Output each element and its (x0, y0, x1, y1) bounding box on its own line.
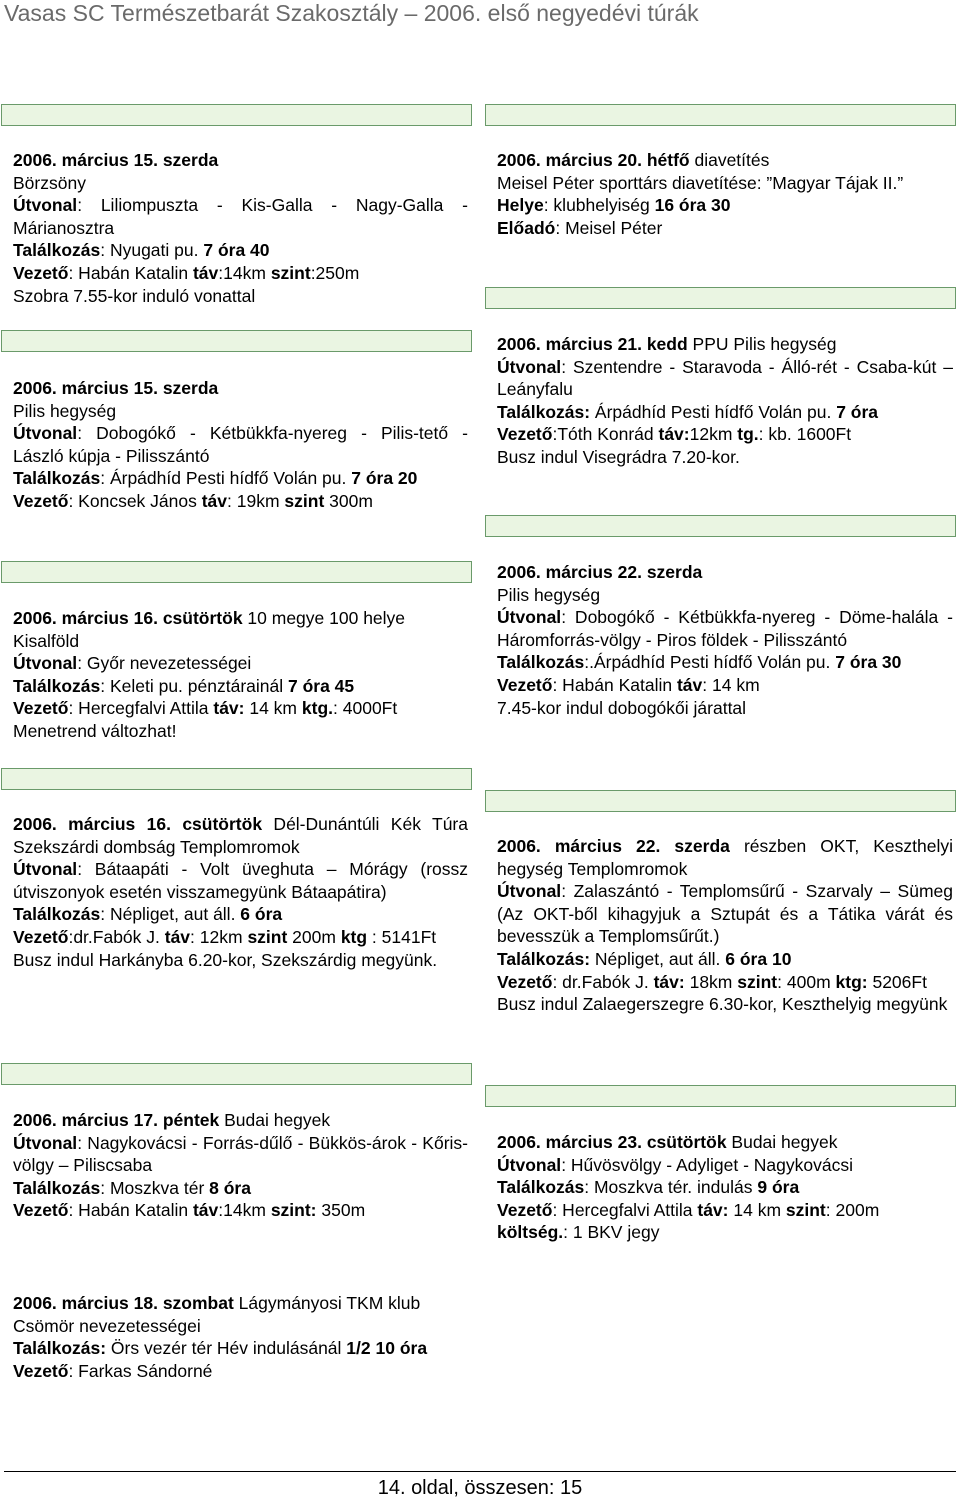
separator-bar (485, 790, 956, 812)
entry-line (13, 1199, 468, 1222)
entry-label: Vezető (497, 674, 553, 695)
entry-text: 300m (324, 490, 373, 511)
entry-text: Csömör nevezetességei (13, 1315, 201, 1336)
entry-label: Találkozás: (497, 948, 591, 969)
entry-label: táv (192, 1200, 219, 1221)
separator-bar (1, 768, 472, 790)
entry-label: Vezető (13, 262, 69, 283)
entry-line (497, 401, 953, 424)
entry-text: :dr.Fabók J. (68, 926, 165, 947)
tour-entry (13, 1109, 468, 1222)
entry-text: : Moszkva tér (100, 1177, 210, 1198)
entry-text: : 14 km (702, 674, 760, 695)
entry-text: : Nyugati pu. (100, 240, 204, 261)
entry-label: 7 óra (836, 401, 879, 422)
entry-label: 2006. március 15. szerda (13, 150, 219, 170)
entry-text: Budai hegyek (726, 1132, 838, 1152)
entry-line (497, 217, 953, 240)
entry-label: 6 óra 10 (725, 948, 792, 969)
separator-bar (485, 1085, 956, 1107)
entry-line (13, 630, 468, 653)
entry-label: táv: (697, 1199, 729, 1220)
entry-text: : Koncsek János (68, 490, 202, 511)
entry-line (497, 333, 953, 356)
entry-label: Vezető (13, 1360, 69, 1381)
entry-line (497, 948, 953, 971)
entry-text: : Habán Katalin (68, 262, 193, 283)
entry-text: : 1 BKV jegy (563, 1222, 660, 1243)
entry-text: : Nagykovácsi - Forrás-dűlő - Bükkös-árok - Kőris-völgy – Piliscsaba (13, 1132, 468, 1176)
entry-line (497, 561, 953, 584)
entry-line (13, 467, 468, 490)
entry-text: Busz indul Harkányba 6.20-kor, Szekszárdig megyünk. (13, 949, 438, 970)
entry-text: : Liliompuszta - Kis-Galla - Nagy-Galla - Márianosztra (13, 195, 468, 238)
entry-label: Útvonal (13, 423, 78, 444)
tour-entry (497, 149, 953, 239)
entry-line (13, 926, 468, 949)
entry-text: részben OKT, Keszthelyi hegység Templomromok (497, 836, 953, 879)
entry-text: Kisalföld (13, 630, 80, 651)
entry-text: Börzsöny (13, 172, 86, 193)
entry-line (497, 651, 953, 674)
entry-label: szint (284, 490, 325, 511)
entry-line (497, 971, 953, 994)
entry-label: 2006. március 20. hétfő (497, 150, 690, 170)
entry-text: : Habán Katalin (552, 674, 677, 695)
entry-line (13, 1292, 468, 1315)
entry-line (497, 606, 953, 651)
entry-text: :.Árpádhíd Pesti hídfő Volán pu. (584, 652, 836, 673)
entry-line (13, 675, 468, 698)
entry-label: ktg (340, 926, 368, 947)
entry-text: Szobra 7.55-kor induló vonattal (13, 285, 256, 306)
entry-label: ktg: (835, 971, 868, 992)
entry-label: Vezető (13, 926, 69, 947)
entry-label: Találkozás (13, 240, 101, 261)
entry-text: Busz indul Visegrádra 7.20-kor. (497, 446, 740, 467)
entry-label: 2006. március 22. szerda (497, 562, 703, 582)
entry-text: : Meisel Péter (555, 217, 663, 238)
entry-text: : 200m (825, 1199, 880, 1220)
tour-entry (13, 377, 468, 513)
entry-text: Busz indul Zalaegerszegre 6.30-kor, Keszthelyig megyünk (497, 994, 948, 1015)
entry-line (497, 446, 953, 469)
entry-text: : Népliget, aut áll. (100, 904, 241, 925)
entry-line (497, 993, 953, 1016)
entry-line (13, 239, 468, 262)
page-number: 14. oldal, összesen: 15 (377, 1477, 583, 1499)
entry-line (13, 652, 468, 675)
entry-label: Előadó (497, 217, 556, 238)
entry-text: Pilis hegység (13, 400, 117, 421)
entry-text: : 400m (777, 971, 836, 992)
entry-text: : Dobogókő - Kétbükkfa-nyereg - Döme-halála - Háromforrás-völgy - Piros földek - Pilisszántó (497, 607, 953, 650)
entry-text: 200m (287, 926, 341, 947)
entry-label: táv: (213, 698, 250, 719)
entry-line (497, 1131, 953, 1154)
entry-label: táv (192, 262, 219, 283)
entry-label: 2006. március 17. péntek (13, 1110, 220, 1130)
entry-line (13, 149, 468, 172)
separator-bar (1, 1063, 472, 1085)
entry-text: :14km (218, 262, 271, 283)
entry-text: 18km (684, 971, 738, 992)
entry-text: : dr.Fabók J. (552, 971, 654, 992)
entry-line (497, 697, 953, 720)
entry-label: Vezető (13, 490, 69, 511)
entry-label: költség. (497, 1222, 564, 1243)
entry-label: Találkozás: (13, 1338, 107, 1359)
entry-label: 2006. március 15. szerda (13, 378, 219, 398)
entry-label: Vezető (497, 971, 553, 992)
entry-text: : Moszkva tér. indulás (584, 1177, 758, 1198)
entry-text: : Győr nevezetességei (77, 653, 252, 674)
entry-label: Találkozás (13, 1177, 101, 1198)
entry-text: Árpádhíd Pesti hídfő Volán pu. (590, 401, 837, 422)
entry-label: Találkozás (13, 675, 101, 696)
entry-text: : 5141Ft (367, 926, 437, 947)
entry-text: 7.45-kor indul dobogókői járattal (497, 697, 747, 718)
entry-text: : Hercegfalvi Attila (552, 1199, 698, 1220)
separator-bar (485, 515, 956, 537)
entry-text: Örs vezér tér Hév indulásánál (106, 1338, 347, 1359)
separator-bar (1, 330, 472, 352)
entry-text: Pilis hegység (497, 584, 601, 605)
entry-label: 2006. március 16. csütörtök (13, 608, 243, 628)
entry-text: : kb. 1600Ft (758, 424, 852, 445)
entry-text: :14km (218, 1200, 271, 1221)
entry-line (13, 262, 468, 285)
entry-text: :250m (310, 262, 360, 283)
entry-label: Vezető (13, 1200, 69, 1221)
entry-label: 7 óra 30 (835, 652, 902, 673)
entry-label: táv: (658, 424, 690, 445)
entry-line (497, 584, 953, 607)
tour-entry (497, 333, 953, 469)
entry-text: Meisel Péter sporttárs diavetítése: ”Magyar Tájak II.” (497, 172, 904, 193)
entry-text: Budai hegyek (219, 1110, 331, 1130)
entry-text: : klubhelyiség (543, 195, 655, 216)
entry-label: Útvonal (13, 653, 78, 674)
entry-label: tg. (737, 424, 759, 445)
entry-line (13, 285, 468, 308)
entry-text: : Zalaszántó - Templomsűrű - Szarvaly – Sümeg (Az OKT-ből kihagyjuk a Sztupát és a Tátika várát és bevesszük a Templomsűrűt.) (497, 881, 953, 947)
entry-line (497, 356, 953, 401)
entry-text: PPU Pilis hegység (687, 334, 837, 354)
separator-bar (1, 104, 472, 126)
entry-label: 9 óra (757, 1177, 800, 1198)
entry-label: Találkozás (497, 1177, 585, 1198)
entry-text: : Szentendre - Staravoda - Álló-rét - Csaba-kút – Leányfalu (497, 356, 953, 400)
entry-text: : 4000Ft (333, 698, 398, 719)
tour-entry (13, 1292, 468, 1382)
entry-label: 8 óra (209, 1177, 251, 1198)
entry-text: : Keleti pu. pénztárainál (100, 675, 288, 696)
entry-text: : 12km (190, 926, 248, 947)
entry-text: : 19km (227, 490, 285, 511)
entry-line (13, 400, 468, 423)
tour-entry (13, 149, 468, 307)
entry-label: 2006. március 22. szerda (497, 836, 730, 856)
entry-label: 16 óra 30 (654, 195, 731, 216)
entry-label: Útvonal (13, 195, 78, 216)
entry-line (13, 903, 468, 926)
entry-line (13, 1109, 468, 1132)
tour-entry (497, 835, 953, 1016)
entry-label: 7 óra 40 (203, 240, 270, 261)
separator-bar (485, 287, 956, 309)
entry-line (13, 813, 468, 858)
entry-label: 2006. március 16. csütörtök (13, 814, 263, 834)
entry-text: 10 megye 100 helye (242, 608, 406, 628)
entry-text: : Dobogókő - Kétbükkfa-nyereg - Pilis-tető - László kúpja - Pilisszántó (13, 423, 468, 466)
entry-line (497, 1221, 953, 1244)
entry-line (13, 858, 468, 903)
entry-label: 7 óra 45 (287, 675, 355, 696)
entry-label: szint (737, 971, 778, 992)
entry-line (497, 835, 953, 880)
entry-label: 7 óra 20 (351, 468, 418, 489)
entry-line (13, 194, 468, 239)
entry-label: Vezető (497, 1199, 553, 1220)
entry-label: szint: (270, 1200, 317, 1221)
entry-text: 5206Ft (867, 971, 927, 992)
entry-text: : Hűvösvölgy - Adyliget - Nagykovácsi (561, 1154, 853, 1175)
page-header-title: Vasas SC Természetbarát Szakosztály – 2006. első negyedévi túrák (4, 0, 699, 26)
entry-text: 350m (316, 1200, 366, 1221)
entry-line (13, 377, 468, 400)
entry-label: szint (785, 1199, 826, 1220)
entry-line (497, 1176, 953, 1199)
entry-line (13, 422, 468, 467)
entry-label: 2006. március 23. csütörtök (497, 1132, 727, 1152)
entry-text: : Bátaapáti - Volt üveghuta – Mórágy (rossz útviszonyok esetén visszamegyünk Bátaapátira) (13, 859, 468, 902)
entry-label: Útvonal (497, 1154, 562, 1175)
entry-line (13, 949, 468, 972)
entry-text: : Hercegfalvi Attila (68, 698, 214, 719)
entry-label: táv: (653, 971, 685, 992)
entry-label: 2006. március 18. szombat (13, 1293, 234, 1313)
entry-label: Vezető (13, 698, 69, 719)
entry-text: 14 km (728, 1199, 786, 1220)
entry-label: Útvonal (497, 356, 562, 377)
separator-bar (1, 561, 472, 583)
entry-label: Találkozás (497, 652, 585, 673)
entry-text: Dél-Dunántúli Kék Túra Szekszárdi dombság Templomromok (13, 814, 468, 857)
tour-entry (497, 1131, 953, 1244)
entry-label: 2006. március 21. kedd (497, 334, 688, 354)
entry-label: Útvonal (13, 1132, 78, 1153)
entry-line (13, 1177, 468, 1200)
entry-line (497, 1154, 953, 1177)
footer-divider (4, 1471, 956, 1472)
entry-label: 6 óra (240, 904, 283, 925)
entry-text: 12km (689, 424, 738, 445)
entry-text: : Habán Katalin (68, 1200, 193, 1221)
entry-label: táv (201, 490, 228, 511)
entry-label: Útvonal (497, 881, 562, 902)
entry-text: Lágymányosi TKM klub (233, 1293, 421, 1313)
entry-label: ktg. (301, 698, 334, 719)
entry-text: diavetítés (689, 150, 770, 170)
entry-label: táv (676, 674, 703, 695)
entry-line (13, 607, 468, 630)
entry-label: Találkozás (13, 468, 101, 489)
entry-text: Népliget, aut áll. (590, 948, 726, 969)
entry-line (13, 720, 468, 743)
entry-label: 1/2 10 óra (346, 1338, 428, 1359)
entry-line (497, 674, 953, 697)
entry-label: Vezető (497, 424, 553, 445)
entry-line (13, 1315, 468, 1338)
entry-label: Helye (497, 195, 544, 216)
entry-text: Menetrend változhat! (13, 720, 177, 741)
tour-entry (497, 561, 953, 719)
entry-line (13, 697, 468, 720)
entry-label: Útvonal (497, 607, 562, 628)
entry-line (13, 490, 468, 513)
entry-line (13, 1132, 468, 1177)
entry-text: : Farkas Sándorné (68, 1360, 213, 1381)
entry-line (13, 1337, 468, 1360)
entry-line (13, 1360, 468, 1383)
entry-label: Találkozás: (497, 401, 591, 422)
entry-label: táv (164, 926, 191, 947)
entry-line (497, 172, 953, 195)
entry-text: :Tóth Konrád (552, 424, 659, 445)
entry-line (497, 423, 953, 446)
entry-label: Útvonal (13, 859, 78, 880)
entry-line (497, 194, 953, 217)
entry-line (497, 880, 953, 948)
entry-text: : Árpádhíd Pesti hídfő Volán pu. (100, 468, 352, 489)
entry-label: szint (247, 926, 288, 947)
entry-label: szint (270, 262, 311, 283)
entry-line (497, 149, 953, 172)
entry-label: Találkozás (13, 904, 101, 925)
tour-entry (13, 813, 468, 971)
entry-line (13, 172, 468, 195)
entry-line (497, 1199, 953, 1222)
separator-bar (485, 104, 956, 126)
tour-entry (13, 607, 468, 743)
entry-text: 14 km (249, 698, 302, 719)
